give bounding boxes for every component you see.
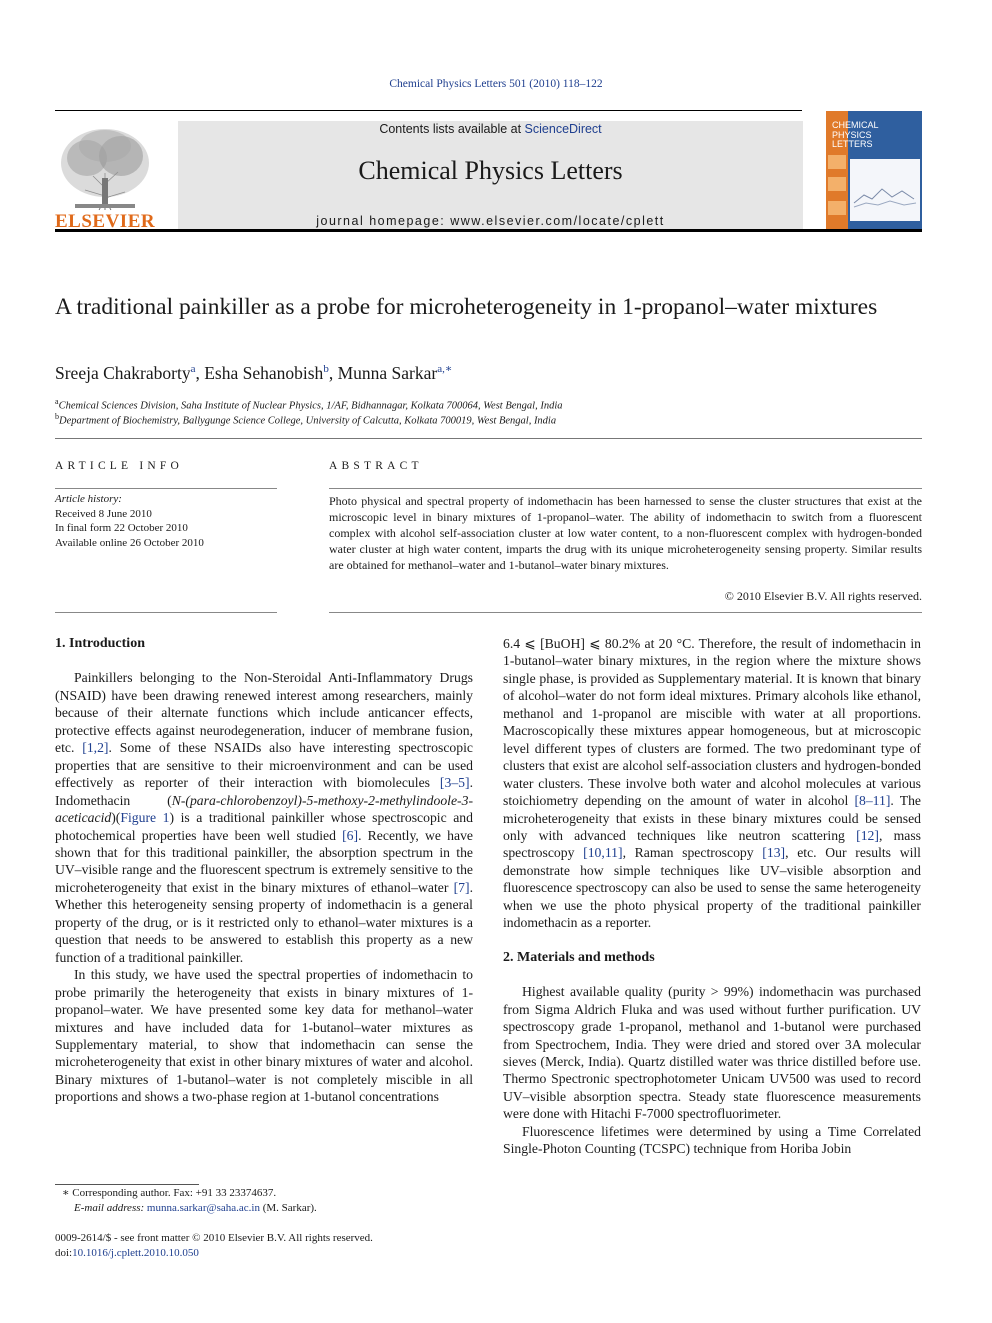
paragraph: Highest available quality (purity > 99%) indomethacin was purchased from Sigma Aldrich Fluka and was used without further purification. UV spectroscopy grade 1-propanol, methanol and 1-butanol were purchased from Spectrochem, India. They were dried and stored over 3A molecular sieves (Merck, India). Quartz distilled water was thrice distilled before use. Thermo Spectronic spectrophotometer Unicam UV500 was used to record UV–visible absorption spectra. Steady state fluorescence measurements were done with Hitachi F-7000 spectrofluorimeter. (503, 984, 921, 1122)
contents-prefix: Contents lists available at (379, 122, 525, 136)
section-heading-materials-methods: 2. Materials and methods (503, 949, 655, 965)
text-run: ) is a traditional painkiller whose spectroscopic and photochemical properties have been well studied (55, 810, 473, 843)
text-run: )( (111, 810, 121, 826)
text-run: . Recently, we have shown that for this traditional painkiller, the absorption spectrum in the UV–visible range and the fluorescent spectrum is extremely sensitive to the microheterogeneity that exist in the binary mixtures of ethanol–water (55, 827, 473, 895)
author-name[interactable]: Esha Sehanobish (204, 362, 324, 383)
sciencedirect-link[interactable]: ScienceDirect (524, 122, 602, 136)
email-suffix: (M. Sarkar). (259, 1202, 317, 1214)
article-info-heading: ARTICLE INFO (55, 460, 183, 472)
abstract-heading: ABSTRACT (329, 460, 423, 472)
doi-link[interactable]: 10.1016/j.cplett.2010.10.050 (72, 1247, 199, 1259)
history-label: Article history: (55, 493, 122, 505)
abstract-copyright: © 2010 Elsevier B.V. All rights reserved. (724, 589, 922, 603)
text-run: Painkillers belonging to the Non-Steroidal Anti-Inflammatory Drugs (NSAID) have been drawing renewed interest among researchers, mainly because of their alternate functions which include anticancer effects, protective effects against neurodegeneration, inducer of membrane fusion, etc. (55, 670, 473, 756)
divider (55, 612, 277, 613)
corresponding-author-note: ∗ Corresponding author. Fax: +91 33 23374637. (62, 1187, 277, 1199)
author-list (55, 362, 922, 384)
paragraph (55, 669, 473, 966)
divider (329, 488, 922, 489)
affiliation-mark: b (55, 412, 59, 421)
author-affiliation-mark[interactable]: a (190, 363, 196, 375)
author-name[interactable]: Sreeja Chakraborty (55, 362, 191, 383)
footnote-block (62, 1186, 482, 1216)
text-run: , etc. Our results will demonstrate how simple techniques like UV–visible absorption and fluorescence spectroscopy can also be used to sense the same heterogeneity when we use the photo physical property of the traditional painkiller indomethacin as a reporter. (503, 845, 921, 931)
divider (55, 488, 277, 489)
header-rule-top (55, 110, 802, 111)
paragraph: In this study, we have used the spectral properties of indomethacin to probe primarily the heterogeneity that exists in binary mixtures of 1-propanol–water. We have presented some key data for methanol–water mixtures and have included data for 1-butanol–water mixtures as Supplementary material, to show that indomethacin can sense the microheterogeneity that exist in other binary mixtures of water and alcohol. Binary mixtures of 1-butanol–water is not completely miscible in all proportions and shows a two-phase region at 1-butanol concentrations (55, 967, 473, 1105)
text-run: , Raman spectroscopy (622, 845, 763, 861)
article-history (55, 492, 277, 550)
front-matter-note: 0009-2614/$ - see front matter © 2010 Elsevier B.V. All rights reserved. (55, 1232, 373, 1244)
section-heading-introduction: 1. Introduction (55, 636, 145, 651)
doi-label: doi: (55, 1247, 73, 1259)
citation-link[interactable]: [1,2] (82, 740, 109, 756)
author-separator: , (328, 362, 338, 383)
citation-link[interactable]: [8–11] (854, 793, 891, 809)
divider (329, 612, 922, 613)
citation-link[interactable]: [10,11] (583, 845, 623, 861)
divider (55, 438, 922, 439)
elsevier-wordmark: ELSEVIER (55, 211, 156, 232)
cover-title: CHEMICAL PHYSICS LETTERS (832, 120, 879, 149)
text-run: 6.4 ⩽ [BuOH] ⩽ 80.2% at 20 °C. Therefore, the result of indomethacin in 1-butanol–water binary mixtures, in the region where the mixture shows single phase, is provided as Supplementary material. It is known that binary of alcohol–water do not form ideal mixtures. Primary alcohols like ethanol, methanol and 1-propanol are miscible with water at all proportions. Macroscopically these mixtures appear homogeneous, but at microscopic level different types of clusters are formed. The two predominant type of clusters that exist are alcohol self-association clusters and hydrogen-bonded water clusters. These involve both water and alcohol molecules at various stoichiometry depending on the amount of water in alcohol (503, 636, 921, 809)
citation-link[interactable]: [13] (762, 845, 786, 861)
header-rule-bottom (55, 229, 922, 232)
text-run: . Some of these NSAIDs also have interesting spectroscopic properties that are sensitive to their microenvironment and can be used effectively as reporter of their interaction with biomolecules (55, 740, 473, 791)
journal-reference[interactable]: Chemical Physics Letters 501 (2010) 118–122 (389, 78, 603, 90)
footnote-divider (55, 1184, 199, 1185)
affiliation-text: Department of Biochemistry, Ballygunge Science College, University of Calcutta, Kolkata 700019, West Bengal, India (59, 415, 557, 427)
journal-homepage[interactable]: journal homepage: www.elsevier.com/locate/cplett (316, 214, 665, 228)
paragraph (503, 635, 921, 932)
text-run: . The microheterogeneity that exists in these binary mixtures could be sensed only with advanced techniques like neutron scattering (503, 793, 921, 843)
abstract-text: Photo physical and spectral property of indomethacin has been harnessed to sense the cluster structures that exist at the microscopic level in binary mixtures of 1-propanol–water. The ability of indomethacin to switch from a fluorescent complex with alcohol self-association cluster at low water content, to a non-fluorescent complex with hydrogen-bonded water cluster at high water content, imparts the drug with its unique microheterogeneity sensing property. Similar results are obtained for methanol–water and 1-butanol–water binary mixtures. (329, 494, 922, 572)
email-note (62, 1201, 482, 1216)
citation-link[interactable]: [7] (453, 879, 470, 895)
author-affiliation-mark[interactable]: a,∗ (437, 363, 453, 375)
citation-link[interactable]: [6] (342, 827, 359, 843)
body-left-column (55, 635, 473, 1106)
journal-title: Chemical Physics Letters (358, 156, 623, 185)
citation-link[interactable]: [3–5] (439, 775, 470, 791)
affiliation-b (55, 409, 922, 429)
body-right-column (503, 635, 921, 1158)
text-run: . Whether this heterogeneity sensing property of indomethacin is a general property of the drug, or is it restricted only to ethanol–water mixtures is a question that needs to be answered to establish this property as a new function of a traditional painkiller. (55, 879, 473, 965)
text-run: . Indomethacin ( (55, 775, 473, 808)
received-date: Received 8 June 2010 (55, 507, 152, 520)
citation-link[interactable]: [12] (856, 827, 879, 843)
author-name[interactable]: Munna Sarkar (337, 362, 438, 383)
cover-figure-icon (852, 181, 918, 211)
author-separator: , (195, 362, 205, 383)
email-label: E-mail address: (74, 1202, 147, 1214)
author-affiliation-mark[interactable]: b (323, 363, 329, 375)
affiliation-text: Chemical Sciences Division, Saha Institute of Nuclear Physics, 1/AF, Bidhannagar, Kolkata 700064, West Bengal, India (58, 400, 563, 412)
affiliation-mark: a (55, 397, 59, 406)
article-title: A traditional painkiller as a probe for microheterogeneity in 1-propanol–water mixtures (55, 294, 878, 320)
paragraph: Fluorescence lifetimes were determined by using a Time Correlated Single-Photon Counting (TCSPC) technique from Horiba Jobin (503, 1123, 921, 1157)
figure-link[interactable]: Figure 1 (120, 810, 170, 826)
contents-line (178, 122, 803, 136)
final-form-date: In final form 22 October 2010 (55, 522, 188, 534)
text-run: , mass spectroscopy (503, 827, 922, 861)
front-matter-block (55, 1231, 485, 1261)
chemical-name: N-(para-chlorobenzoyl)-5-methoxy-2-methylindoole-3-aceticacid (55, 792, 473, 826)
online-date: Available online 26 October 2010 (55, 536, 204, 549)
email-link[interactable]: munna.sarkar@saha.ac.in (146, 1202, 260, 1214)
doi-note (55, 1246, 485, 1261)
